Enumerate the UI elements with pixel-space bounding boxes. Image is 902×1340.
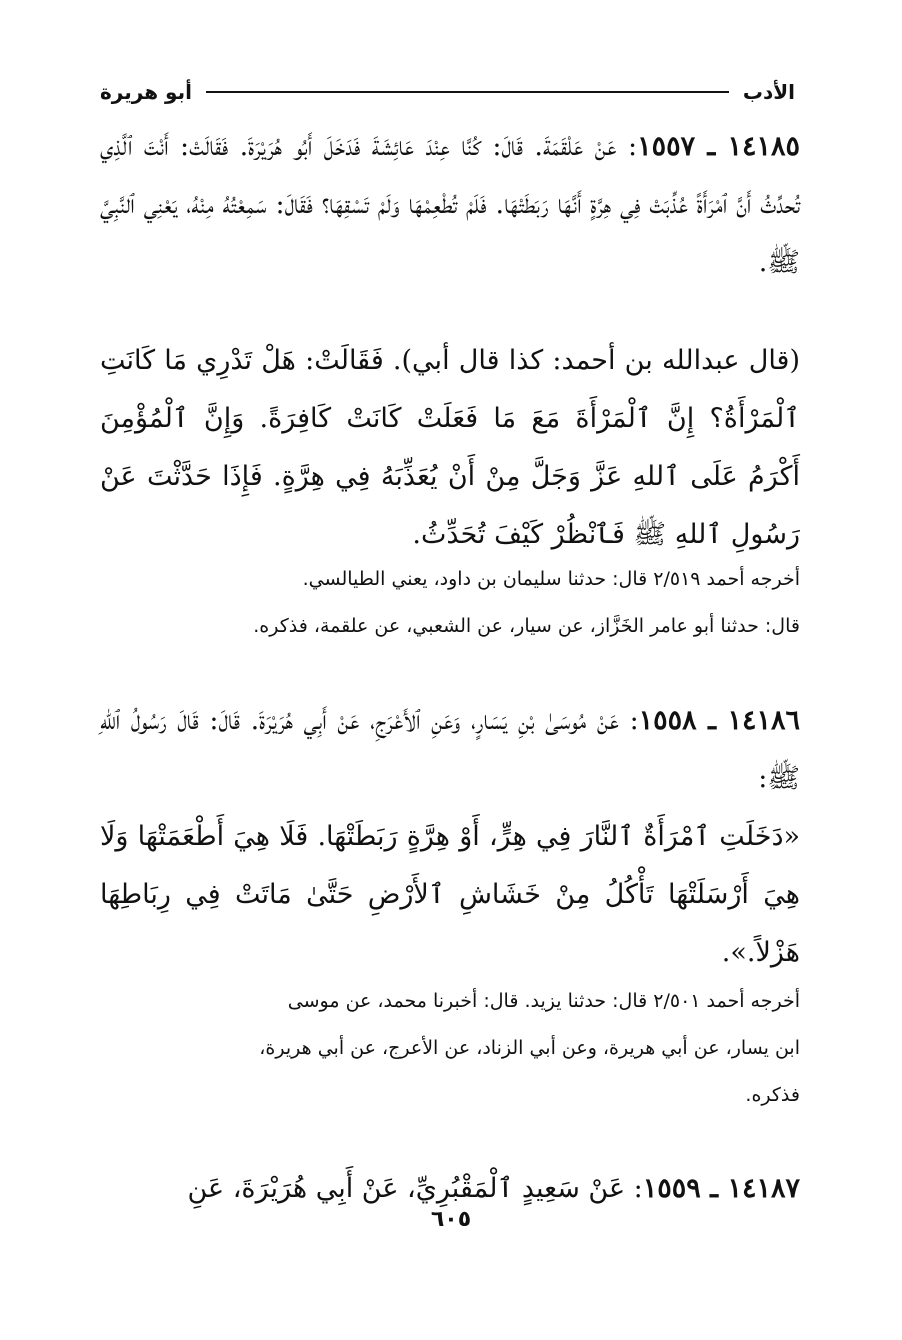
note-line: قال: حدثنا أبو عامر الخَزَّاز، عن سيار، عن الشعبي، عن علقمة، فذكره. [253, 615, 800, 637]
hadith-text: : عَنْ عَلْقَمَةَ. قَالَ: كُنَّا عِنْدَ عَائِشَةَ فَدَخَلَ أَبُو هُرَيْرَةَ. فَقَالَتْ: أَنْتَ ٱلَّذِي تُحدِّثُ أَنَّ ٱمْرَأَةً عُذِّبَتْ فِي هِرَّةٍ أَنَّهَا رَبَطَتْهَا. فَلَمْ تُطْعِمْهَا وَلَمْ تَسْقِهَا؟ فَقَالَ: سَمِعْتُهُ مِنْهُ، يَعْنِي ٱلنَّبِيَّ ﷺ. [100, 131, 800, 278]
hadith-14186 [100, 692, 800, 982]
narrator-title: أبو هريرة [100, 80, 192, 104]
takhrij-note-2 [100, 978, 800, 1119]
hadith-number: ١٤١٨٦ ـ ١٥٥٨ [638, 705, 801, 736]
header-rule [206, 91, 729, 93]
hadith-number: ١٤١٨٥ ـ ١٥٥٧ [637, 131, 800, 162]
note-line: أخرجه أحمد ٢/٥٠١ قال: حدثنا يزيد. قال: أخبرنا محمد، عن موسى [287, 990, 800, 1012]
hadith-paragraph: «دَخَلَتِ ٱمْرَأَةٌ ٱلنَّارَ فِي هِرٍّ، أَوْ هِرَّةٍ رَبَطَتْهَا. فَلَا هِيَ أَطْعَمَتْهَا وَلَا هِيَ أَرْسَلَتْهَا تَأْكُلُ مِنْ خَشَاشِ ٱلأَرْضِ حَتَّىٰ مَاتَتْ فِي رِبَاطِهَا هَزْلاً.». [100, 821, 800, 968]
hadith-text: : عَنْ سَعِيدٍ ٱلْمَقْبُرِيِّ، عَنْ أَبِي هُرَيْرَةَ، عَنِ [187, 1173, 643, 1204]
takhrij-note-1 [100, 556, 800, 650]
hadith-text: : عَنْ مُوسَىٰ بْنِ يَسَارٍ، وَعَنِ ٱلأَعْرَجِ، عَنْ أَبِي هُرَيْرَةَ. قَالَ: قَالَ رَسُولُ ٱللهِ ﷺ: [100, 705, 800, 794]
page-number: ٦٠٥ [430, 1207, 472, 1232]
running-header [100, 70, 795, 114]
hadith-14185 [100, 118, 800, 292]
hadith-paragraph [100, 118, 800, 292]
hadith-number: ١٤١٨٧ ـ ١٥٥٩ [642, 1173, 800, 1204]
hadith-14185-continuation [100, 332, 800, 564]
hadith-paragraph [100, 692, 800, 808]
note-line: أخرجه أحمد ٢/٥١٩ قال: حدثنا سليمان بن داود، يعني الطيالسي. [302, 568, 800, 590]
note-line: ابن يسار، عن أبي هريرة، وعن أبي الزناد، عن الأعرج، عن أبي هريرة، [259, 1037, 800, 1059]
hadith-paragraph: (قال عبدالله بن أحمد: كذا قال أبي). فَقَالَتْ: هَلْ تَدْرِي مَا كَانَتِ ٱلْمَرْأَةُ؟ إِنَّ ٱلْمَرْأَةَ مَعَ مَا فَعَلَتْ كَانَتْ كَافِرَةً. وَإِنَّ ٱلْمُؤْمِنَ أَكْرَمُ عَلَى ٱللهِ عَزَّ وَجَلَّ مِنْ أَنْ يُعَذِّبَهُ فِي هِرَّةٍ. فَإِذَا حَدَّثْتَ عَنْ رَسُولِ ٱللهِ ﷺ فَٱنْظُرْ كَيْفَ تُحَدِّثُ. [100, 345, 800, 550]
section-title: الأدب [742, 80, 795, 104]
note-line: فذكره. [745, 1084, 800, 1106]
